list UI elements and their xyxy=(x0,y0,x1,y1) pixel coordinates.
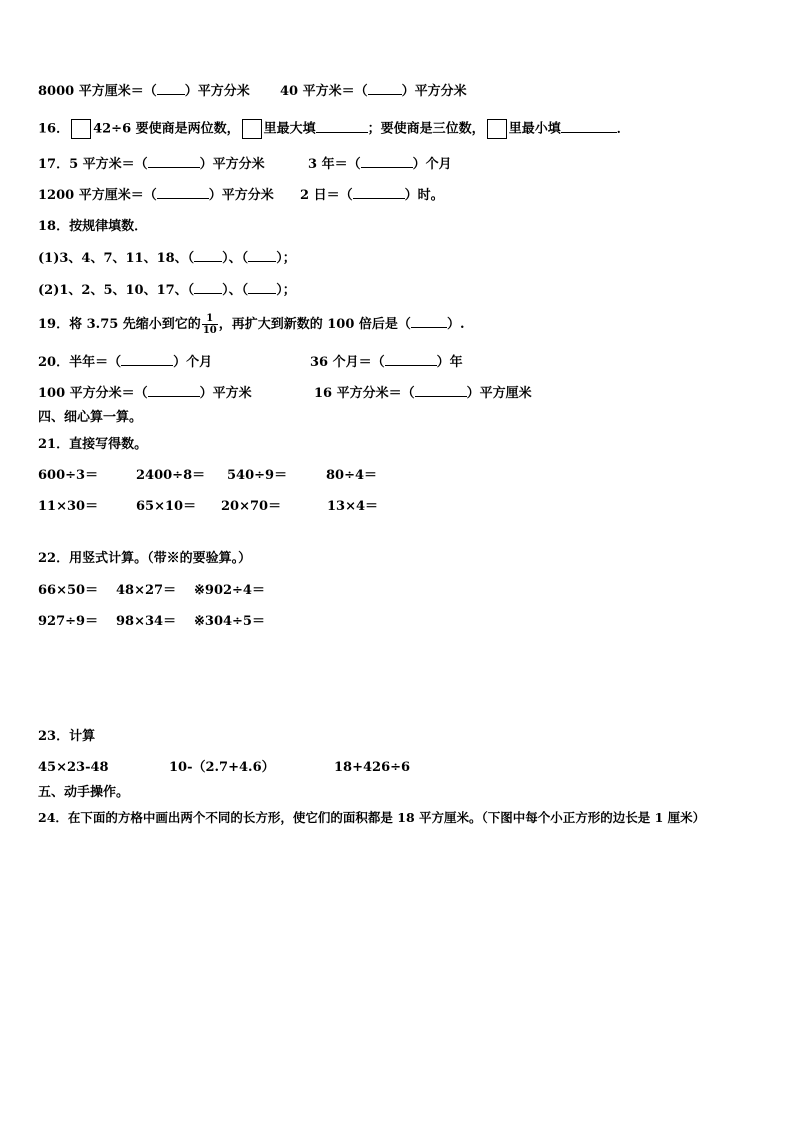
answer-blank[interactable] xyxy=(194,282,222,294)
question-16 xyxy=(38,119,630,139)
calc-item: 48×27＝ xyxy=(116,583,177,598)
calc-item: 13×4＝ xyxy=(327,499,379,514)
question-text: ）时。 xyxy=(404,188,444,203)
fraction-numerator: 1 xyxy=(202,313,218,325)
question-19 xyxy=(38,313,464,337)
question-21-title: 21．直接写得数。 xyxy=(38,437,148,452)
calc-item: 65×10＝ xyxy=(136,499,197,514)
question-text: 36 个月＝（ xyxy=(310,355,385,370)
question-text: ）平方厘米 xyxy=(466,386,532,401)
question-20-d xyxy=(314,385,532,402)
calc-item: ※304÷5＝ xyxy=(194,614,265,629)
answer-blank[interactable] xyxy=(248,282,276,294)
answer-blank[interactable] xyxy=(194,250,222,262)
question-text: 16 平方分米＝（ xyxy=(314,386,415,401)
question-text: ）个月 xyxy=(412,157,452,172)
sequence-separator: ）、（ xyxy=(222,283,249,298)
question-text: 1200 平方厘米＝（ xyxy=(38,188,157,203)
question-text: 里最大填 xyxy=(263,121,316,137)
question-17-line-1 xyxy=(38,156,452,173)
question-18-part-1 xyxy=(38,250,296,267)
question-17-b xyxy=(308,156,452,173)
section-5-heading: 五、动手操作。 xyxy=(38,785,130,800)
fraction xyxy=(202,313,218,336)
digit-box[interactable] xyxy=(487,119,507,139)
question-text: ）平方米 xyxy=(199,386,252,401)
answer-blank[interactable] xyxy=(248,250,276,262)
calc-item: 18+426÷6 xyxy=(334,760,411,775)
question-text: 100 平方分米＝（ xyxy=(38,386,148,401)
digit-box[interactable] xyxy=(71,119,91,139)
question-text: ）. xyxy=(446,317,465,332)
calc-item: 98×34＝ xyxy=(116,614,177,629)
answer-blank[interactable] xyxy=(411,316,447,328)
calc-item: 80÷4＝ xyxy=(326,468,378,483)
answer-blank[interactable] xyxy=(316,121,368,133)
question-text: ）年 xyxy=(436,355,463,370)
digit-box[interactable] xyxy=(242,119,262,139)
answer-blank[interactable] xyxy=(368,83,402,95)
answer-blank[interactable] xyxy=(385,354,437,366)
sequence-separator: ）、（ xyxy=(222,251,249,266)
answer-blank[interactable] xyxy=(148,156,200,168)
calc-item: 11×30＝ xyxy=(38,499,99,514)
answer-blank[interactable] xyxy=(121,354,173,366)
question-20-line-2 xyxy=(38,385,532,402)
answer-blank[interactable] xyxy=(148,385,200,397)
conversion-left-unit: ）平方分米 xyxy=(184,84,250,99)
calc-item: ※902÷4＝ xyxy=(194,583,265,598)
question-20-line-1 xyxy=(38,354,463,371)
calc-item: 600÷3＝ xyxy=(38,468,99,483)
calc-item: 540÷9＝ xyxy=(227,468,288,483)
question-24: 24．在下面的方格中画出两个不同的长方形，使它们的面积都是 18 平方厘米。（下图中每个小正方形的边长是 1 厘米） xyxy=(38,810,706,825)
sequence-text: (2)1、2、5、10、17、（ xyxy=(38,283,195,298)
conversion-right-text: 40 平方米＝（ xyxy=(280,84,368,99)
question-text: ）个月 xyxy=(173,355,213,370)
answer-blank[interactable] xyxy=(561,121,617,133)
question-15-conversion-line xyxy=(38,83,467,100)
question-text: 42÷6 要使商是两位数， xyxy=(93,121,240,137)
calc-item: 45×23-48 xyxy=(38,760,109,775)
sequence-text: (1)3、4、7、11、18、（ xyxy=(38,251,195,266)
question-text: ． xyxy=(616,121,630,137)
question-17-line-2 xyxy=(38,187,444,204)
fraction-denominator: 10 xyxy=(202,325,217,336)
question-text: 3 年＝（ xyxy=(308,157,361,172)
conversion-right xyxy=(280,83,467,100)
question-text: ）平方分米 xyxy=(199,157,265,172)
answer-blank[interactable] xyxy=(157,83,185,95)
answer-blank[interactable] xyxy=(361,156,413,168)
question-20-b xyxy=(310,354,463,371)
question-text: 17．5 平方米＝（ xyxy=(38,157,148,172)
question-text: ）平方分米 xyxy=(208,188,274,203)
question-text: 20．半年＝（ xyxy=(38,355,122,370)
question-23-title: 23．计算 xyxy=(38,729,96,744)
calc-item: 927÷9＝ xyxy=(38,614,99,629)
question-text: 里最小填 xyxy=(508,121,561,137)
sequence-end: ）； xyxy=(276,251,296,266)
answer-blank[interactable] xyxy=(353,187,405,199)
question-17-d xyxy=(300,187,444,204)
question-text: ；要使商是三位数， xyxy=(367,121,485,137)
question-text: ，再扩大到新数的 100 倍后是（ xyxy=(218,317,411,332)
sequence-end: ）； xyxy=(276,283,296,298)
section-4-heading: 四、细心算一算。 xyxy=(38,410,143,425)
answer-blank[interactable] xyxy=(415,385,467,397)
question-number: 16． xyxy=(38,121,70,137)
calc-item: 20×70＝ xyxy=(221,499,282,514)
question-18-title: 18．按规律填数． xyxy=(38,219,148,234)
question-22-title: 22．用竖式计算。（带※的要验算。） xyxy=(38,551,252,566)
question-text: 19．将 3.75 先缩小到它的 xyxy=(38,317,201,332)
calc-item: 2400÷8＝ xyxy=(136,468,206,483)
conversion-left-text: 8000 平方厘米＝（ xyxy=(38,84,157,99)
answer-blank[interactable] xyxy=(157,187,209,199)
question-text: 2 日＝（ xyxy=(300,188,353,203)
conversion-right-unit: ）平方分米 xyxy=(401,84,467,99)
calc-item: 66×50＝ xyxy=(38,583,99,598)
question-18-part-2 xyxy=(38,282,296,299)
calc-item: 10-（2.7+4.6） xyxy=(169,760,275,775)
